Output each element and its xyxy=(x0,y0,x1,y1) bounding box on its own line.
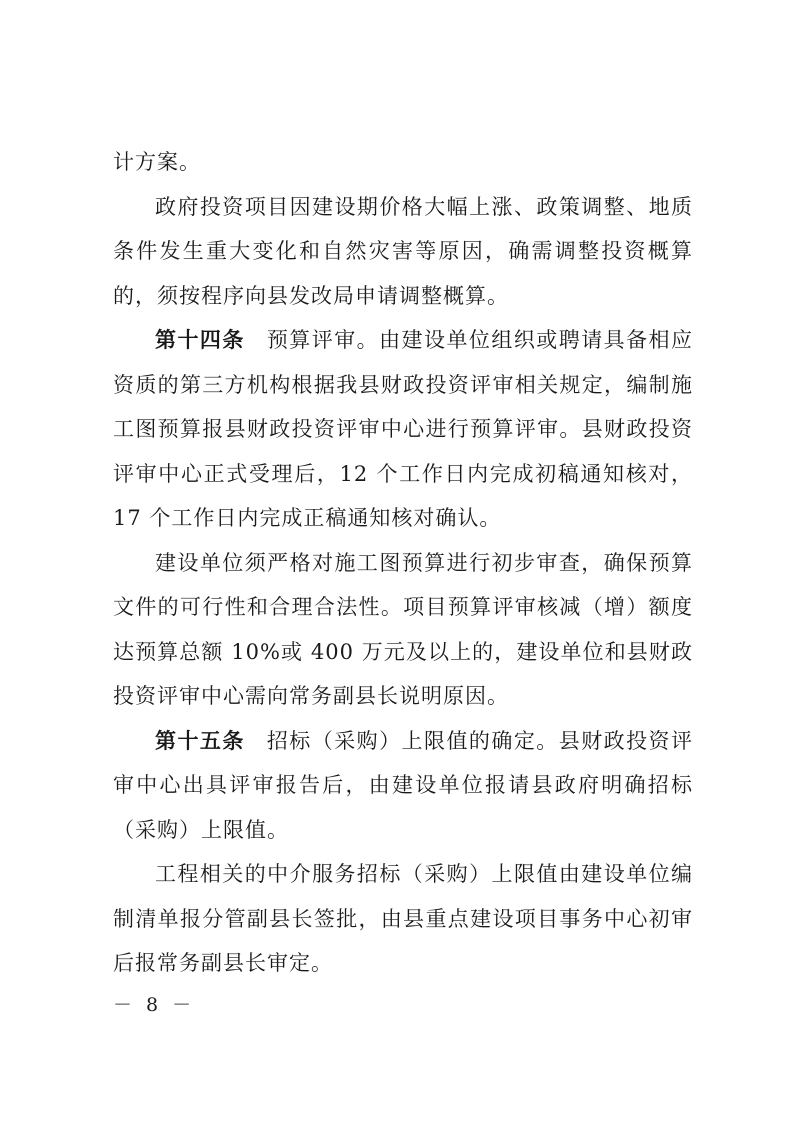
paragraph-text: 招标（采购）上限值的确定。县财政投资评审中心出具评审报告后，由建设单位报请县政府明确招标（采购）上限值。 xyxy=(113,728,694,842)
paragraph-text: 工程相关的中介服务招标（采购）上限值由建设单位编制清单报分管副县长签批，由县重点建设项目事务中心初审后报常务副县长审定。 xyxy=(113,862,693,975)
paragraph-article-14 xyxy=(113,318,693,541)
paragraph-text: 建设单位须严格对施工图预算进行初步审查，确保预算文件的可行性和合理合法性。项目预算评审核减（增）额度达预算总额 10%或 400 万元及以上的，建设单位和县财政投资评审中心需向常务副县长说明原因。 xyxy=(113,550,693,708)
paragraph-article-15 xyxy=(113,719,693,853)
page-number: － 8 － xyxy=(113,994,196,1016)
paragraph-budget-review xyxy=(113,541,693,719)
body-text xyxy=(113,140,693,986)
paragraph-budget-adjustment xyxy=(113,185,693,319)
paragraph-text: 预算评审。由建设单位组织或聘请具备相应资质的第三方机构根据我县财政投资评审相关规定，编制施工图预算报县财政投资评审中心进行预算评审。县财政投资评审中心正式受理后，12 个工作日内完成初稿通知核对，17 个工作日内完成正稿通知核对确认。 xyxy=(113,328,694,530)
article-heading: 第十四条 xyxy=(155,328,245,352)
paragraph-text: 计方案。 xyxy=(113,150,201,174)
paragraph-text: 政府投资项目因建设期价格大幅上涨、政策调整、地质条件发生重大变化和自然灾害等原因，确需调整投资概算的，须按程序向县发改局申请调整概算。 xyxy=(113,194,693,308)
paragraph-intermediary-service xyxy=(113,852,693,986)
article-heading: 第十五条 xyxy=(155,728,245,753)
paragraph-continuation xyxy=(113,140,693,185)
